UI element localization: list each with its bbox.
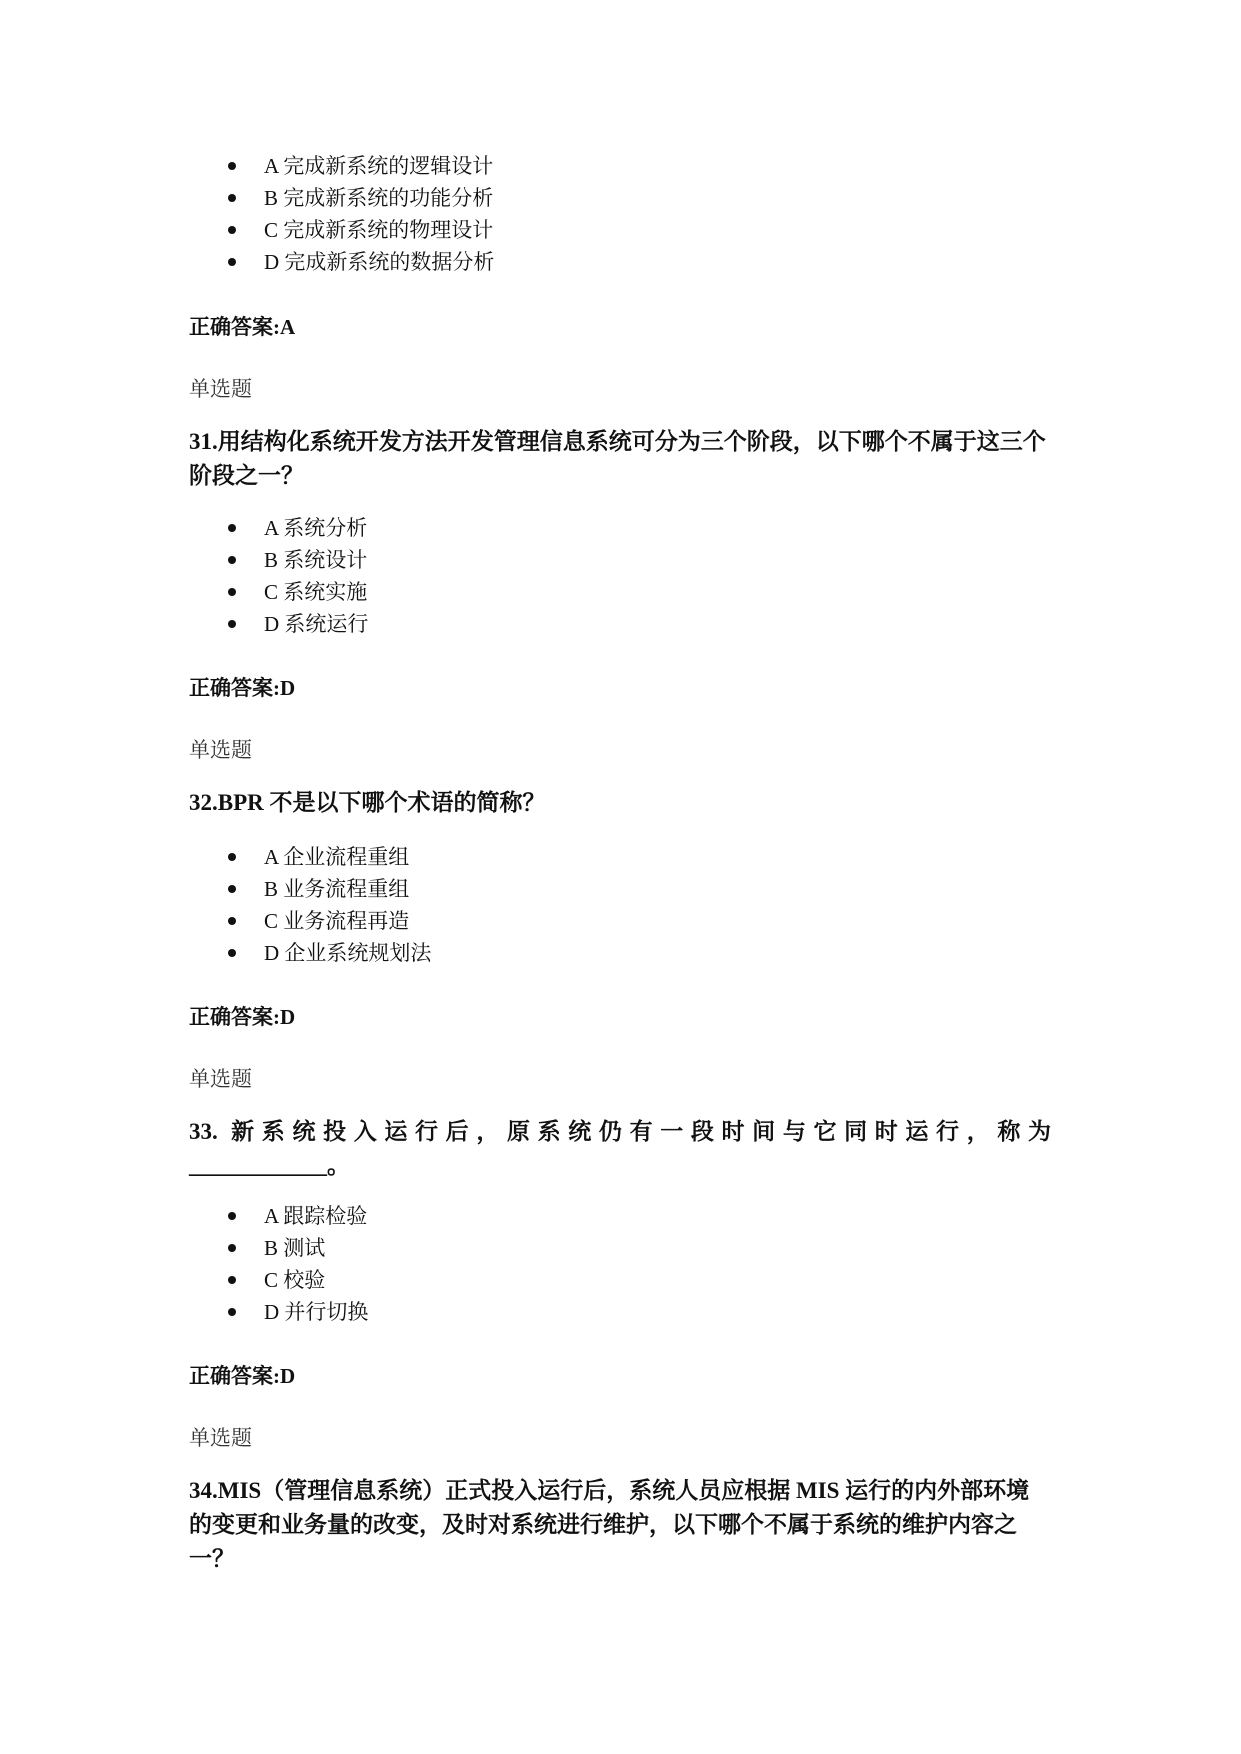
option-item: B 测试 (228, 1232, 368, 1264)
option-item: A 跟踪检验 (228, 1200, 368, 1232)
bullet-icon (228, 885, 236, 893)
option-item: C 系统实施 (228, 576, 368, 608)
bullet-icon (228, 1244, 236, 1252)
bullet-icon (228, 524, 236, 532)
bullet-icon (228, 917, 236, 925)
bullet-icon (228, 949, 236, 957)
option-item: A 企业流程重组 (228, 841, 431, 873)
q34-title: 34.MIS（管理信息系统）正式投入运行后，系统人员应根据 MIS 运行的内外部环境的变更和业务量的改变，及时对系统进行维护，以下哪个不属于系统的维护内容之一？ (189, 1478, 1030, 1571)
q33-options (228, 1200, 368, 1328)
option-item: C 业务流程再造 (228, 905, 431, 937)
option-item: B 系统设计 (228, 544, 368, 576)
q32-options (228, 841, 431, 969)
q32-answer: 正确答案:D (189, 1005, 296, 1029)
q33-answer: 正确答案:D (189, 1364, 296, 1388)
bullet-icon (228, 258, 236, 266)
q31-options (228, 512, 368, 640)
bullet-icon (228, 1308, 236, 1316)
option-item: B 业务流程重组 (228, 873, 431, 905)
option-item: D 系统运行 (228, 608, 368, 640)
q32-title: 32.BPR 不是以下哪个术语的简称？ (189, 790, 546, 815)
bullet-icon (228, 556, 236, 564)
bullet-icon (228, 620, 236, 628)
option-item: A 完成新系统的逻辑设计 (228, 150, 494, 182)
q33-type: 单选题 (189, 1067, 252, 1091)
option-item: C 完成新系统的物理设计 (228, 214, 494, 246)
option-item: B 完成新系统的功能分析 (228, 182, 494, 214)
q31-title: 31.用结构化系统开发方法开发管理信息系统可分为三个阶段，以下哪个不属于这三个阶段之一？ (189, 429, 1046, 488)
option-item: A 系统分析 (228, 512, 368, 544)
bullet-icon (228, 1276, 236, 1284)
q33-title (189, 1115, 1051, 1183)
bullet-icon (228, 194, 236, 202)
bullet-icon (228, 162, 236, 170)
bullet-icon (228, 226, 236, 234)
q33-title-line1: 33. 新系统投入运行后，原系统仍有一段时间与它同时运行，称为 (189, 1119, 1051, 1144)
q31-answer: 正确答案:D (189, 676, 296, 700)
q31-type: 单选题 (189, 377, 252, 401)
q33-title-line2: ____________。 (189, 1153, 350, 1178)
bullet-icon (228, 588, 236, 596)
q34-type: 单选题 (189, 1426, 252, 1450)
option-item: D 并行切换 (228, 1296, 368, 1328)
q30-answer: 正确答案:A (189, 315, 296, 339)
q30-options (228, 150, 494, 278)
bullet-icon (228, 1212, 236, 1220)
option-item: D 完成新系统的数据分析 (228, 246, 494, 278)
option-item: D 企业系统规划法 (228, 937, 431, 969)
q32-type: 单选题 (189, 738, 252, 762)
bullet-icon (228, 853, 236, 861)
option-item: C 校验 (228, 1264, 368, 1296)
